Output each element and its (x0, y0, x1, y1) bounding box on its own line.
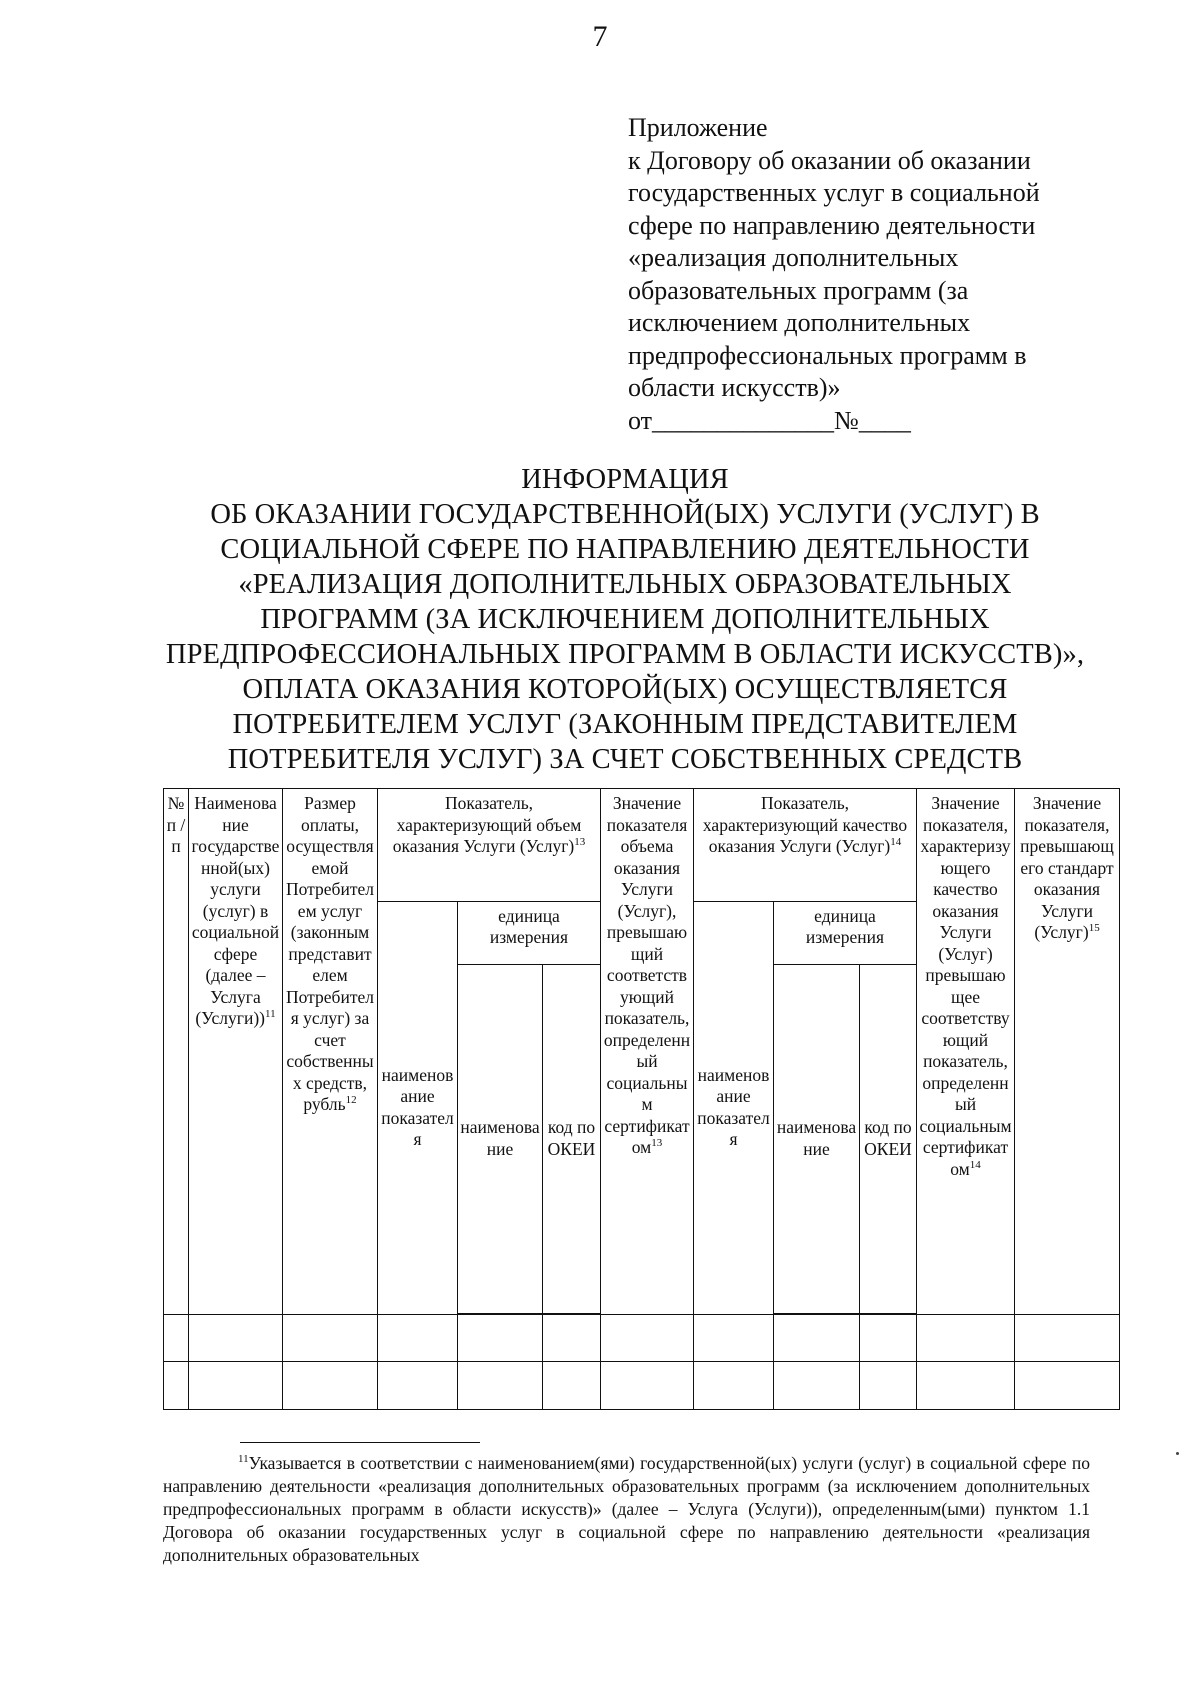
scan-speck (1176, 1452, 1179, 1455)
title-line: «РЕАЛИЗАЦИЯ ДОПОЛНИТЕЛЬНЫХ ОБРАЗОВАТЕЛЬНЫХ (238, 569, 1012, 600)
footnote (163, 1448, 1090, 1567)
table-cell[interactable] (1015, 1314, 1120, 1362)
table-cell[interactable] (917, 1362, 1015, 1410)
table-cell[interactable] (543, 1314, 601, 1362)
header-volume-unit-name: наименование (458, 964, 543, 1313)
title-line: ПОТРЕБИТЕЛЯ УСЛУГ) ЗА СЧЕТ СОБСТВЕННЫХ СРЕДСТВ (227, 744, 1023, 775)
header-quality-unit-group: единица измерения (774, 901, 917, 964)
table-cell[interactable] (774, 1314, 860, 1362)
header-quality-indicator-group: Показатель, характеризующий качество оказания Услуги (Услуг)$^{14}$ (694, 789, 917, 902)
appendix-header (628, 112, 1168, 437)
table-cell[interactable] (917, 1314, 1015, 1362)
footnote-separator (240, 1442, 480, 1443)
table-cell[interactable] (189, 1314, 283, 1362)
table-cell[interactable] (774, 1362, 860, 1410)
title-line: ПРОГРАММ (ЗА ИСКЛЮЧЕНИЕМ ДОПОЛНИТЕЛЬНЫХ (260, 604, 990, 635)
title-line: ОБ ОКАЗАНИИ ГОСУДАРСТВЕННОЙ(ЫХ) УСЛУГИ (УСЛУГ) В (210, 499, 1040, 530)
header-row-number: № п / п (164, 789, 189, 1315)
table-cell[interactable] (378, 1362, 458, 1410)
title-line: СОЦИАЛЬНОЙ СФЕРЕ ПО НАПРАВЛЕНИЮ ДЕЯТЕЛЬНОСТИ (220, 534, 1030, 565)
appendix-line: Приложение (628, 113, 768, 142)
header-volume-unit-code: код по ОКЕИ (543, 964, 601, 1313)
header-volume-indicator-name: наименование показателя (378, 901, 458, 1314)
table-cell[interactable] (860, 1362, 917, 1410)
appendix-line: «реализация дополнительных (628, 243, 959, 272)
header-payment-amount: Размер оплаты, осуществляемой Потребителем услуг (законным представителем Потребителя услуг) за счет собственных средств, рубль$^{12}$ (283, 789, 378, 1315)
table-cell[interactable] (164, 1362, 189, 1410)
title-line: ПРЕДПРОФЕССИОНАЛЬНЫХ ПРОГРАММ В ОБЛАСТИ ИСКУССТВ)», (165, 639, 1085, 670)
footnote-marker: 11 (238, 1453, 249, 1465)
footnote-text: Указывается в соответствии с наименованием(ями) государственной(ых) услуги (услуг) в социальной сфере по направлению деятельности «реализация дополнительных образовательных программ (за исключением дополнительных предпрофессиональных программ в области искусств)» (далее – Услуга (Услуги)), определенным(ыми) пунктом 1.1 Договора об оказании государственных услуг в социальной сфере по направлению деятельности «реализация дополнительных образовательных (163, 1452, 1090, 1565)
appendix-line: области искусств)» (628, 373, 841, 402)
table-cell[interactable] (283, 1314, 378, 1362)
header-quality-value: Значение показателя, характеризующего качество оказания Услуги (Услуг) превышающее соответствующий показатель, определенный социальным сертификатом$^{14}$ (917, 789, 1015, 1315)
appendix-line: сфере по направлению деятельности (628, 210, 1036, 240)
table-cell[interactable] (694, 1314, 774, 1362)
table-cell[interactable] (601, 1362, 694, 1410)
title-line: ИНФОРМАЦИЯ (521, 464, 729, 495)
table-cell[interactable] (458, 1314, 543, 1362)
table-cell[interactable] (164, 1314, 189, 1362)
table-cell[interactable] (860, 1314, 917, 1362)
table-row (164, 1314, 1120, 1362)
document-title (130, 462, 1120, 777)
header-service-name: Наименование государственной(ых) услуги (услуг) в социальной сфере (далее – Услуга (Услуги))$^{11}$ (189, 789, 283, 1315)
appendix-line: к Договору об оказании об оказании (628, 145, 1031, 175)
title-line: ПОТРЕБИТЕЛЕМ УСЛУГ (ЗАКОННЫМ ПРЕДСТАВИТЕЛЕМ (232, 709, 1018, 740)
table-cell[interactable] (601, 1314, 694, 1362)
title-line: ОПЛАТА ОКАЗАНИЯ КОТОРОЙ(ЫХ) ОСУЩЕСТВЛЯЕТСЯ (242, 674, 1008, 705)
table-cell[interactable] (189, 1362, 283, 1410)
table-cell[interactable] (283, 1362, 378, 1410)
appendix-line: предпрофессиональных программ в (628, 340, 1027, 370)
table-cell[interactable] (378, 1314, 458, 1362)
information-table (163, 788, 1120, 1410)
appendix-line: государственных услуг в социальной (628, 178, 1040, 207)
page-number: 7 (592, 20, 608, 53)
table-cell[interactable] (543, 1362, 601, 1410)
header-volume-unit-group: единица измерения (458, 901, 601, 964)
header-quality-indicator-name: наименование показателя (694, 901, 774, 1314)
appendix-date-number-line: от______________№____ (628, 405, 911, 435)
header-volume-indicator-group: Показатель, характеризующий объем оказания Услуги (Услуг)$^{13}$ (378, 789, 601, 902)
appendix-line: образовательных программ (за (628, 275, 969, 305)
header-quality-unit-name: наименование (774, 964, 860, 1313)
table-cell[interactable] (694, 1362, 774, 1410)
header-standard-value: Значение показателя, превышающего стандарт оказания Услуги (Услуг)$^{15}$ (1015, 789, 1120, 1315)
table-cell[interactable] (458, 1362, 543, 1410)
appendix-line: исключением дополнительных (628, 308, 971, 337)
table-cell[interactable] (1015, 1362, 1120, 1410)
header-volume-value: Значение показателя объема оказания Услуги (Услуг), превышающий соответствующий показатель, определенный социальным сертификатом$^{13}$ (601, 789, 694, 1315)
table-row (164, 1362, 1120, 1410)
header-quality-unit-code: код по ОКЕИ (860, 964, 917, 1313)
